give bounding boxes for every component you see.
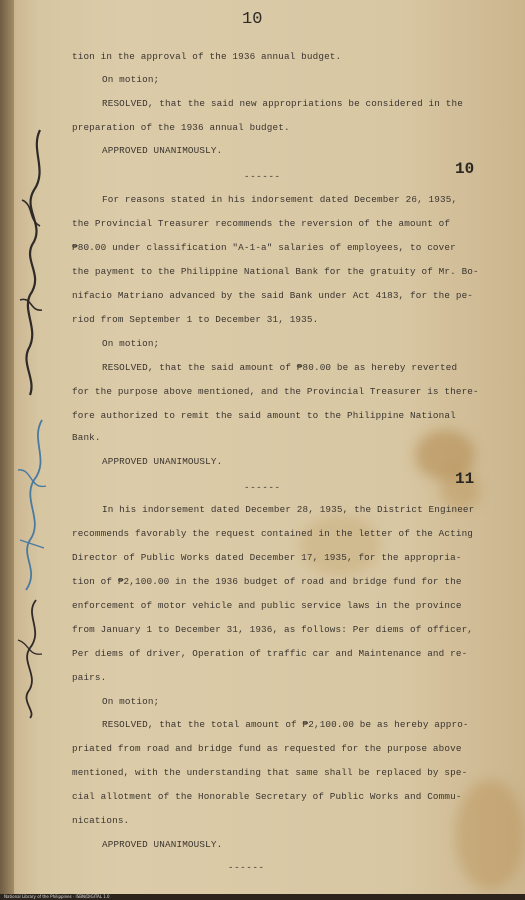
separator: ------ — [244, 482, 281, 493]
water-stain — [300, 515, 380, 575]
text-line: the payment to the Philippine National Bank for the gratuity of Mr. Bo- — [72, 266, 479, 277]
text-line: On motion; — [102, 696, 160, 707]
text-line: RESOLVED, that the said amount of ₱80.00 be as hereby reverted — [102, 362, 458, 373]
text-line: tion in the approval of the 1936 annual budget. — [72, 51, 342, 62]
text-line: ₱80.00 under classification "A-1-a" salaries of employees, to cover — [72, 242, 456, 253]
text-line: On motion; — [102, 338, 160, 349]
text-line: mentioned, with the understanding that same shall be replaced by spe- — [72, 767, 468, 778]
text-line: priated from road and bridge fund as requested for the purpose above — [72, 743, 462, 754]
text-line: the Provincial Treasurer recommends the reversion of the amount of — [72, 218, 451, 229]
text-line: RESOLVED, that the said new appropriations be considered in the — [102, 98, 463, 109]
text-line: fore authorized to remit the said amount to the Philippine National — [72, 410, 456, 421]
text-line: nifacio Matriano advanced by the said Bank under Act 4183, for the pe- — [72, 290, 474, 301]
water-stain — [455, 780, 525, 890]
handwritten-signature — [0, 0, 70, 720]
page-number: 10 — [242, 10, 263, 29]
text-line: for the purpose above mentioned, and the Provincial Treasurer is there- — [72, 386, 479, 397]
text-line: Bank. — [72, 432, 101, 443]
footer-credit: National Library of the Philippines · ISBN/DIGITAL 1.0 — [4, 894, 110, 899]
text-line: Per diems of driver, Operation of traffic car and Maintenance and re- — [72, 648, 468, 659]
resolution-number: 11 — [455, 470, 475, 488]
text-line: APPROVED UNANIMOUSLY. — [102, 839, 223, 850]
text-line: enforcement of motor vehicle and public service laws in the province — [72, 600, 462, 611]
text-line: For reasons stated in his indorsement dated December 26, 1935, — [102, 194, 458, 205]
text-line: nications. — [72, 815, 130, 826]
text-line: riod from September 1 to December 31, 1935. — [72, 314, 319, 325]
text-line: On motion; — [102, 74, 160, 85]
text-line: RESOLVED, that the total amount of ₱2,100.00 be as hereby appro- — [102, 719, 469, 730]
text-line: cial allotment of the Honorable Secretary of Public Works and Commu- — [72, 791, 462, 802]
separator: ------ — [244, 171, 281, 182]
text-line: tion of ₱2,100.00 in the 1936 budget of road and bridge fund for the — [72, 576, 462, 587]
separator: ------ — [228, 862, 265, 873]
text-line: preparation of the 1936 annual budget. — [72, 122, 290, 133]
text-line: from January 1 to December 31, 1936, as follows: Per diems of officer, — [72, 624, 474, 635]
text-line: recommends favorably the request contained in the letter of the Acting — [72, 528, 474, 539]
text-line: APPROVED UNANIMOUSLY. — [102, 145, 223, 156]
text-line: In his indorsement dated December 28, 1935, the District Engineer — [102, 504, 475, 515]
text-line: pairs. — [72, 672, 107, 683]
text-line: Director of Public Works dated December 17, 1935, for the appropria- — [72, 552, 462, 563]
text-line: APPROVED UNANIMOUSLY. — [102, 456, 223, 467]
resolution-number: 10 — [455, 160, 475, 178]
